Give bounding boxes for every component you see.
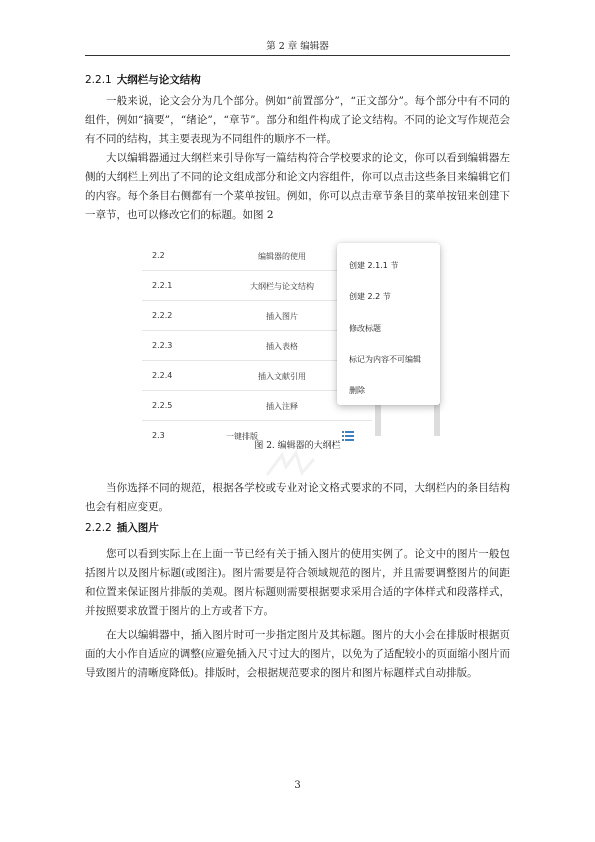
- paragraph: 当你选择不同的规范，根据各学校或专业对论文格式要求的不同，大纲栏内的条目结构也会有相应变更。: [85, 482, 510, 513]
- outline-title: 编辑器的使用: [258, 252, 306, 261]
- paragraph: 在大以编辑器中，插入图片时可一步指定图片及其标题。图片的大小会在排版时根据页面的大小作自适应的调整(应避免插入尺寸过大的图片，以免为了适配较小的页面缩小图片而导致图片的清晰度降低)。排版时，会根据规范要求的图片和图片标题样式自动排版。: [85, 629, 510, 679]
- outline-title: 大纲栏与论文结构: [250, 282, 314, 291]
- figure-caption: 图 2. 编辑器的大纲栏: [254, 441, 341, 451]
- paragraph: 一般来说，论文会分为几个部分。例如“前置部分”，“正文部分”。每个部分中有不同的组件，例如“摘要”，“绪论”，“章节”。部分和组件构成了论文结构。不同的论文写作规范会有不同的结构，其主要表现为不同组件的顺序不一样。: [85, 95, 510, 145]
- menu-item-create-section[interactable]: 创建 2.2 节: [349, 292, 391, 301]
- outline-number: 2.2.3: [152, 341, 173, 350]
- page-header: 第 2 章 编辑器: [266, 41, 329, 52]
- menu-item-create-subsection[interactable]: 创建 2.1.1 节: [349, 261, 399, 270]
- header-rule: [85, 55, 510, 56]
- outline-number: 2.2.4: [152, 371, 173, 380]
- menu-item-mark-readonly[interactable]: 标记为内容不可编辑: [349, 355, 421, 364]
- outline-title: 一键排版: [226, 432, 258, 441]
- section-heading-2-2-1: [85, 72, 201, 87]
- page-number: 3: [294, 780, 301, 791]
- section-number: 2.2.2: [85, 522, 112, 534]
- menu-item-delete[interactable]: 删除: [349, 386, 365, 395]
- outline-title: 插入文献引用: [258, 372, 306, 381]
- outline-number: 2.2.5: [152, 401, 173, 410]
- paragraph: 您可以看到实际上在上面一节已经有关于插入图片的使用实例了。论文中的图片一般包括图片以及图片标题(或图注)。图片需要是符合领域规范的图片，并且需要调整图片的间距和位置来保证图片排版的美观。图片标题则需要根据要求采用合适的字体样式和段落样式，并按照要求放置于图片的上方或者下方。: [85, 548, 510, 617]
- figure-outline-screenshot: [142, 241, 442, 441]
- outline-title: 插入注释: [266, 402, 298, 411]
- section-title: 大纲栏与论文结构: [116, 74, 201, 86]
- section-heading-2-2-2: [85, 520, 159, 535]
- outline-number: 2.2: [152, 251, 165, 260]
- section-title: 插入图片: [116, 522, 159, 534]
- context-menu: [337, 243, 440, 405]
- outline-number: 2.3: [152, 431, 165, 440]
- outline-number: 2.2.2: [152, 311, 173, 320]
- outline-title: 插入图片: [266, 312, 298, 321]
- outline-title: 插入表格: [266, 342, 298, 351]
- section-number: 2.2.1: [85, 74, 112, 86]
- menu-item-rename[interactable]: 修改标题: [349, 324, 381, 333]
- paragraph: 大以编辑器通过大纲栏来引导你写一篇结构符合学校要求的论文，你可以看到编辑器左侧的大纲栏上列出了不同的论文组成部分和论文内容组件，你可以点击这些条目来编辑它们的内容。每个条目右侧都有一个菜单按钮。例如，你可以点击章节条目的菜单按钮来创建下一章节，也可以修改它们的标题。如图 2: [85, 152, 510, 221]
- outline-number: 2.2.1: [152, 281, 173, 290]
